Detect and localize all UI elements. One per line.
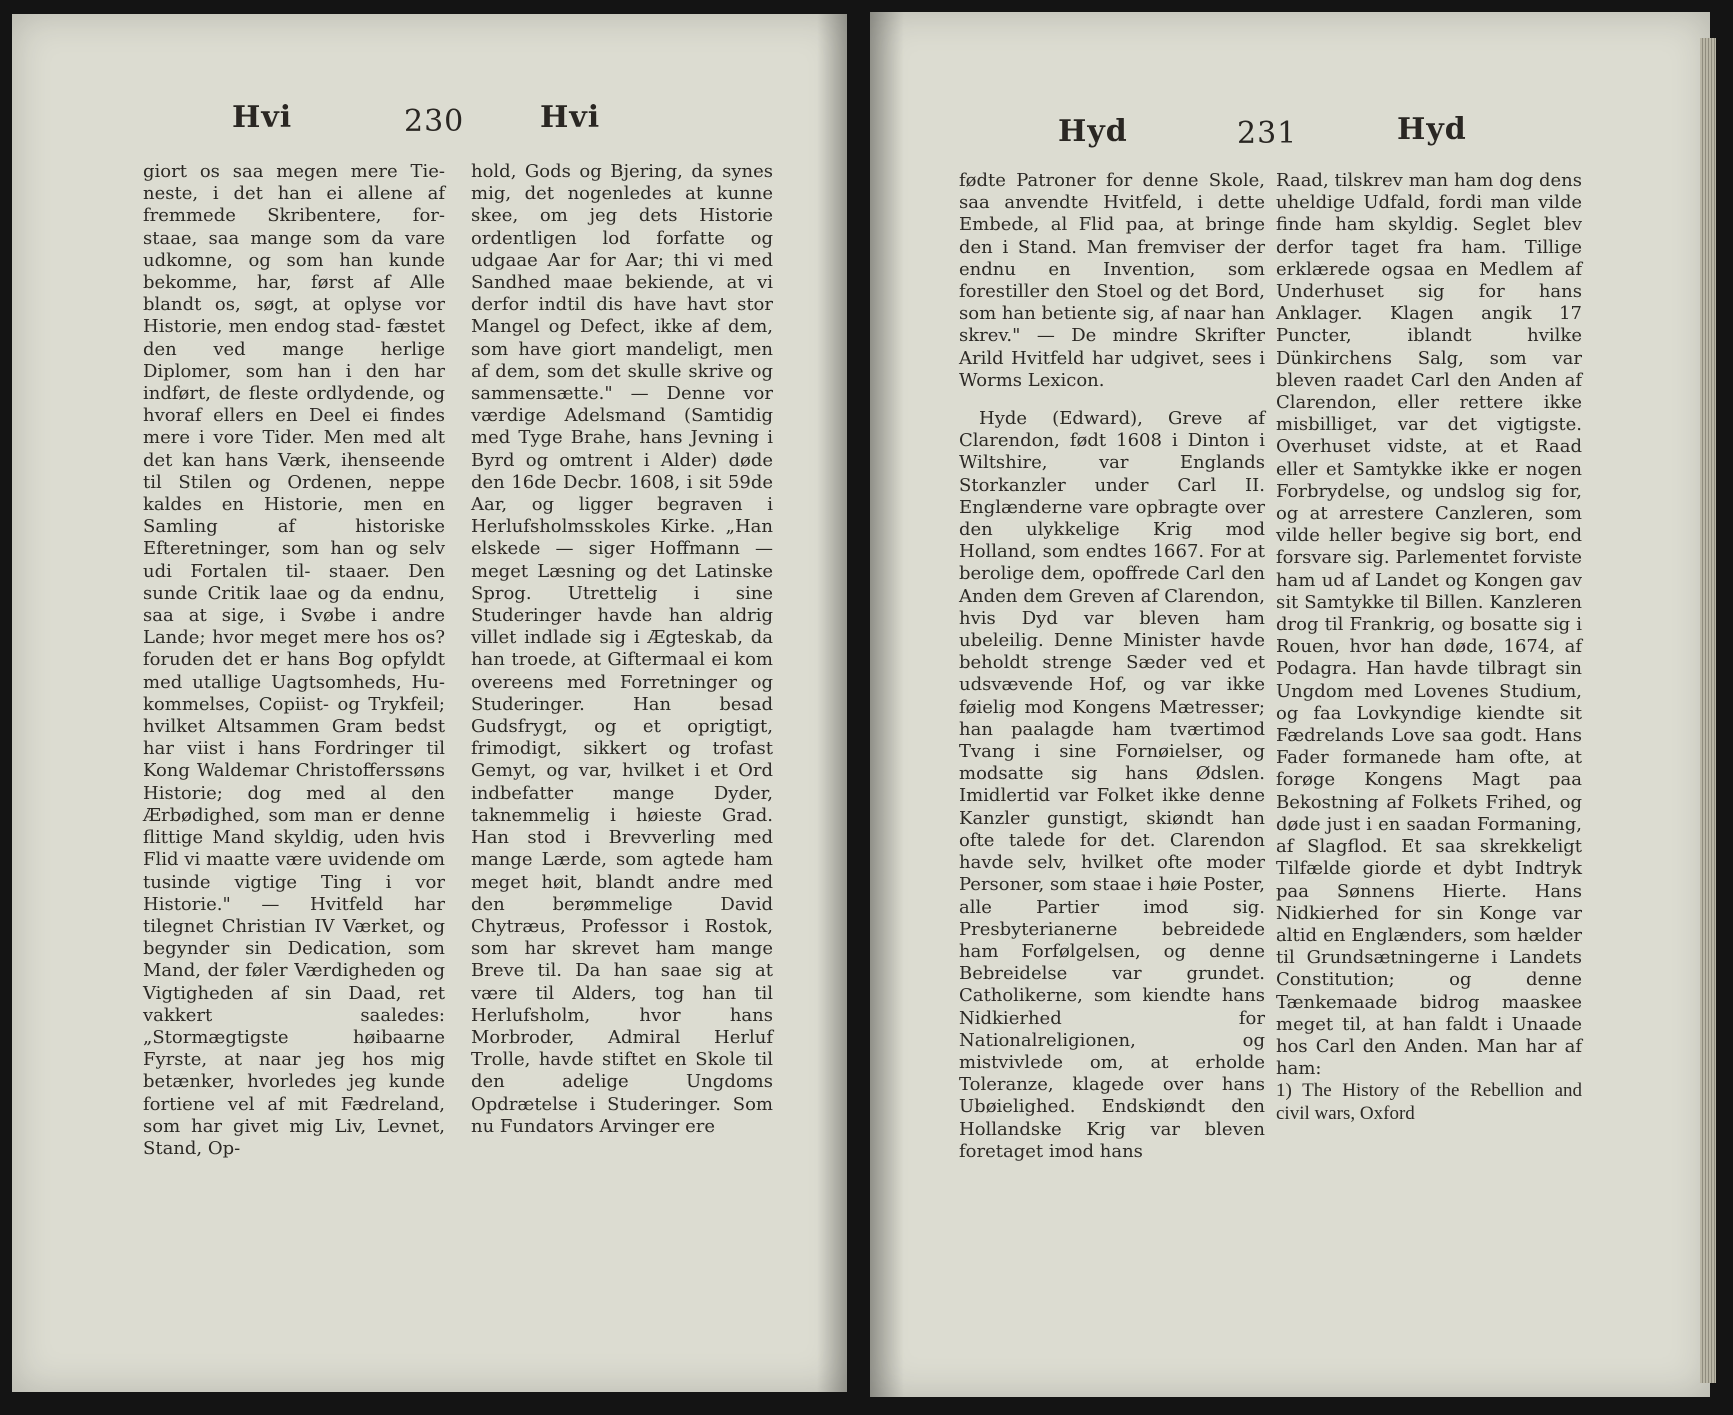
right-column-1 xyxy=(959,170,1265,1163)
left-gutter-shadow xyxy=(817,14,847,1392)
left-column-2 xyxy=(471,161,773,1138)
right-column-2 xyxy=(1276,170,1582,1125)
right-gutter-shadow xyxy=(870,12,904,1397)
right-col2-latin-title: 1) The History of the Rebellion and civil wars, Oxford xyxy=(1276,1080,1582,1124)
left-col2-text: hold, Gods og Bjering, da synes mig, det nogenledes at kunne skee, om jeg dets Historie ordentligen lod forfatte og udgaae Aar for Aar; thi vi med Sandhed maae bekiende, at vi derfor indtil dis have havt stor Mangel og Defect, ikke af dem, som have giort mandeligt, men af dem, som det skulle skrive og sammensætte." — Denne vor værdige Adelsmand (Samtidig med Tyge Brahe, hans Jevning i Byrd og omtrent i Alder) døde den 16de Decbr. 1608, i sit 59de Aar, og ligger begraven i Herlufsholmsskoles Kirke. „Han elskede — siger Hoffmann — meget Læsning og det Latinske Sprog. Utrettelig i sine Studeringer havde han aldrig villet indlade sig i Ægteskab, da han troede, at Giftermaal ei kom overeens med Forretninger og Studeringer. Han besad Gudsfrygt, og et oprigtigt, frimodigt, sikkert og trofast Gemyt, og var, hvilket i et Ord indbefatter mange Dyder, taknemmelig i høieste Grad. Han stod i Brevverling med mange Lærde, som agtede ham meget høit, blandt andre med den berømmelige David Chytræus, Professor i Rostok, som har skrevet ham mange Breve til. Da han saae sig at være til Alders, tog han til Herlufsholm, hvor hans Morbroder, Admiral Herluf Trolle, havde stiftet en Skole til den adelige Ungdoms Opdrætelse i Studeringer. Som nu Fundators Arvinger ere xyxy=(471,161,773,1137)
left-column-1 xyxy=(143,161,445,1160)
right-col1-entry-hyde: Hyde (Edward), Greve af Clarendon, født 1608 i Dinton i Wiltshire, var Englands Storkanzler under Carl II. Englænderne vare opbragte over den ulykkelige Krig mod Holland, som endtes 1667. For at berolige dem, opoffrede Carl den Anden dem Greven af Clarendon, hvis Dyd var bleven ham ubeleilig. Denne Minister havde beholdt strenge Sæder ved et udsvævende Hof, og var ikke føielig mod Kongens Mætresser; han paalagde ham tværtimod Tvang i sine Fornøielser, og modsatte sig hans Ødslen. Imidlertid var Folket ikke denne Kanzler gunstigt, skiøndt han ofte talede for det. Clarendon havde selv, hvilket ofte moder Personer, som staae i høie Poster, alle Partier imod sig. Presbyterianerne bebreidede ham Forfølgelsen, og denne Bebreidelse var grundet. Catholikerne, som kiendte hans Nidkierhed for Nationalreligionen, og mistvivlede om, at erholde Toleranze, klagede over hans Ubøielighed. Endskiøndt den Hollandske Krig var bleven foretaget imod hans xyxy=(959,408,1265,1162)
left-page xyxy=(12,14,847,1392)
right-page-number: 231 xyxy=(1237,116,1298,151)
right-col2-text: Raad, tilskrev man ham dog dens uheldige Udfald, fordi man vilde finde ham skyldig. Seglet blev derfor taget fra ham. Tillige erklærede ogsaa en Medlem af Underhuset sig for hans Anklager. Klagen angik 17 Puncter, iblandt hvilke Dünkirchens Salg, som var bleven raadet Carl den Anden af Clarendon, eller rettere ikke misbilliget, var det vigtigste. Overhuset vidste, at et Raad eller et Samtykke ikke er nogen Forbrydelse, og undslog sig for, og at arrestere Canzleren, som vilde heller begive sig bort, end forsvare sig. Parlementet forviste ham ud af Landet og Kongen gav sit Samtykke til Billen. Kanzleren drog til Frankrig, og bosatte sig i Rouen, hvor han døde, 1674, af Podagra. Han havde tilbragt sin Ungdom med Lovenes Studium, og faa Lovkyndige kiendte sit Fædrelands Love saa godt. Hans Fader formanede ham ofte, at forøge Kongens Magt paa Bekostning af Folkets Frihed, og døde just i en saadan Formaning, af Slagflod. Et saa skrekkeligt Tilfælde giorde et dybt Indtryk paa Sønnens Hierte. Hans Nidkierhed for sin Konge var altid en Englænders, som hælder til Grundsætningerne i Landets Constitution; og denne Tænkemaade bidrog maaskee meget til, at han faldt i Unaade hos Carl den Anden. Man har af ham: xyxy=(1276,170,1582,1080)
left-page-number: 230 xyxy=(404,104,465,139)
left-col1-text: giort os saa megen mere Tie- neste, i det han ei allene af fremmede Skribentere, for- staae, saa mange som da vare udkomne, og som han kunde bekomme, har, først af Alle blandt os, søgt, at oplyse vor Historie, men endog stad- fæstet den ved mange herlige Diplomer, som han i den har indført, de fleste ordlydende, og hvoraf ellers en Deel ei findes mere i vore Tider. Men med alt det kan hans Værk, ihenseende til Stilen og Ordenen, neppe kaldes en Historie, men en Samling af historiske Efteretninger, som han og selv udi Fortalen til- staaer. Den sunde Critik laae og da endnu, saa at sige, i Svøbe i andre Lande; hvor meget mere hos os? foruden det er hans Bog opfyldt med utallige Uagtsomheds, Hu- kommelses, Copiist- og Trykfeil; hvilket Altsammen Gram bedst har viist i hans Fordringer til Kong Waldemar Christofferssøns Historie; dog med al den Ærbødighed, som man er denne flittige Mand skyldig, uden hvis Flid vi maatte være uvidende om tusinde vigtige Ting i vor Historie." — Hvitfeld har tilegnet Christian IV Værket, og begynder sin Dedication, som Mand, der føler Værdigheden og Vigtigheden af sin Daad, ret vakkert saaledes: „Stormægtigste høibaarne Fyrste, at naar jeg hos mig betænker, hvorledes jeg kunde fortiene vel af mit Fædreland, som har givet mig Liv, Levnet, Stand, Op- xyxy=(143,161,445,1159)
left-running-head-right: Hvi xyxy=(540,100,601,135)
left-running-head-left: Hvi xyxy=(232,100,293,135)
page-edges xyxy=(1700,38,1716,1383)
right-page xyxy=(870,12,1710,1397)
right-col1-para1: fødte Patroner for denne Skole, saa anvendte Hvitfeld, i dette Embede, al Flid paa, at bringe den i Stand. Man fremviser der endnu en Invention, som forestiller den Stoel og det Bord, som han betiente sig, af naar han skrev." — De mindre Skrifter Arild Hvitfeld har udgivet, sees i Worms Lexicon. xyxy=(959,170,1265,391)
right-running-head-right: Hyd xyxy=(1397,112,1467,147)
right-running-head-left: Hyd xyxy=(1058,114,1128,149)
